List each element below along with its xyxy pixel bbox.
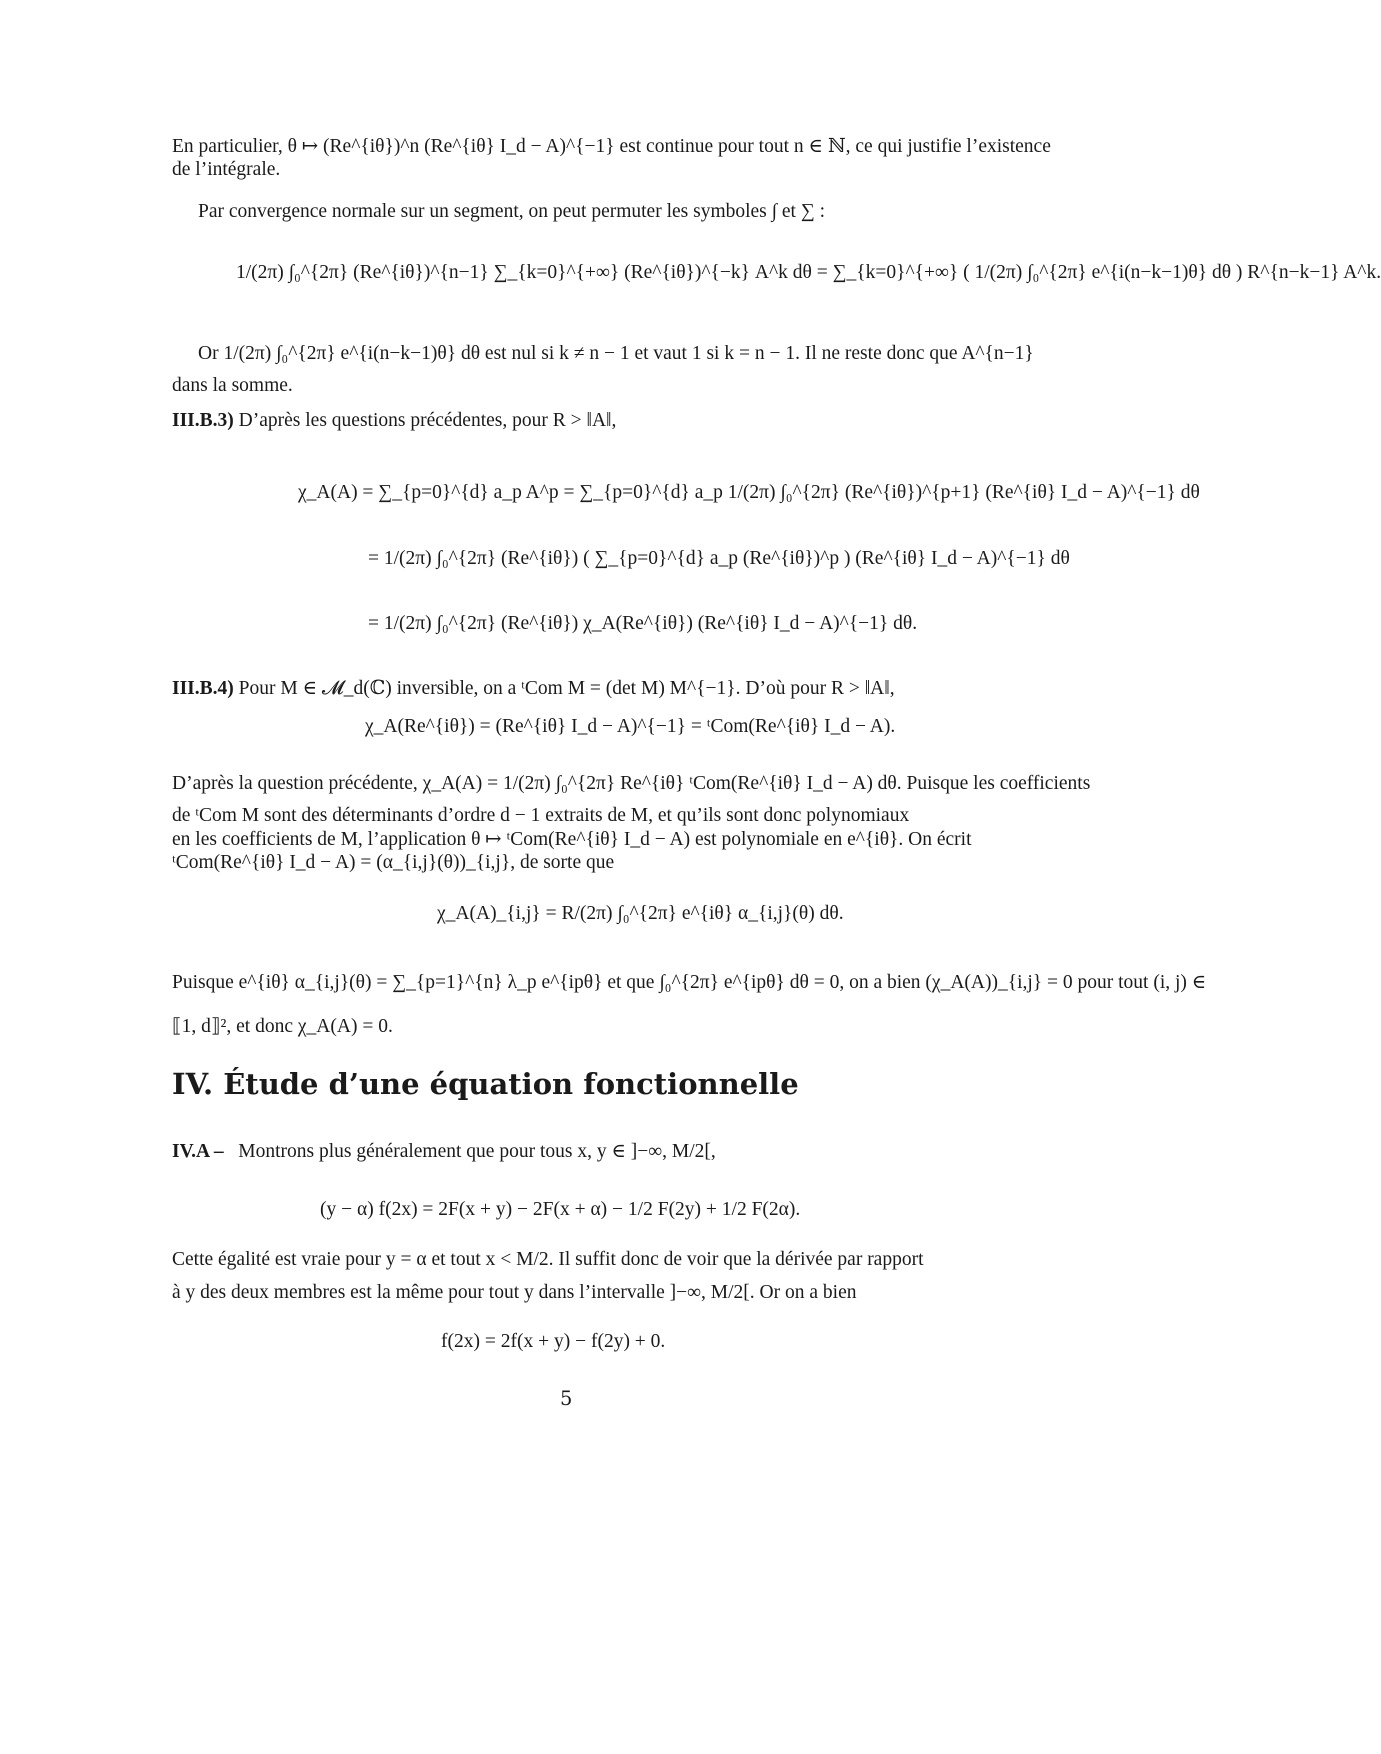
display-equation: χ_A(Re^{iθ}) = (Re^{iθ} I_d − A)^{−1} = ᵗCom(Re^{iθ} I_d − A). bbox=[365, 716, 896, 737]
display-equation: χ_A(A) = ∑_{p=0}^{d} a_p A^p = ∑_{p=0}^{d} a_p 1/(2π) ∫₀^{2π} (Re^{iθ})^{p+1} (Re^{iθ} I_d − A)^{−1} dθ bbox=[298, 482, 1200, 503]
question-IV-A bbox=[172, 1139, 716, 1165]
display-equation: = 1/(2π) ∫₀^{2π} (Re^{iθ}) ( ∑_{p=0}^{d} a_p (Re^{iθ})^p ) (Re^{iθ} I_d − A)^{−1} dθ bbox=[368, 548, 1070, 569]
paragraph-line: Cette égalité est vraie pour y = α et tout x < M/2. Il suffit donc de voir que la dérivée par rapport bbox=[172, 1249, 924, 1270]
paragraph-line: Puisque e^{iθ} α_{i,j}(θ) = ∑_{p=1}^{n} λ_p e^{ipθ} et que ∫₀^{2π} e^{ipθ} dθ = 0, on a bien (χ_A(A))_{i,j} = 0 pour tout (i, j) ∈ bbox=[172, 972, 1207, 993]
paragraph-line: à y des deux membres est la même pour tout y dans l’intervalle ]−∞, M/2[. Or on a bien bbox=[172, 1282, 857, 1303]
paragraph-line: de l’intégrale. bbox=[172, 159, 281, 180]
question-label: III.B.3) bbox=[172, 410, 234, 431]
paragraph-line: Par convergence normale sur un segment, on peut permuter les symboles ∫ et ∑ : bbox=[198, 201, 826, 222]
page-number: 5 bbox=[560, 1387, 573, 1410]
paragraph-line: ⟦1, d⟧², et donc χ_A(A) = 0. bbox=[172, 1016, 393, 1037]
question-label: III.B.4) bbox=[172, 678, 234, 699]
display-equation: χ_A(A)_{i,j} = R/(2π) ∫₀^{2π} e^{iθ} α_{i,j}(θ) dθ. bbox=[437, 903, 844, 924]
paragraph-line: ᵗCom(Re^{iθ} I_d − A) = (α_{i,j}(θ))_{i,j}, de sorte que bbox=[172, 852, 615, 873]
paragraph-line: en les coefficients de M, l’application θ ↦ ᵗCom(Re^{iθ} I_d − A) est polynomiale en e^{iθ}. On écrit bbox=[172, 829, 972, 850]
question-intro: D’après les questions précédentes, pour R > ‖A‖, bbox=[238, 410, 617, 431]
question-III-B-3 bbox=[172, 408, 616, 434]
question-label: IV.A – bbox=[172, 1141, 224, 1162]
paragraph-line: En particulier, θ ↦ (Re^{iθ})^n (Re^{iθ} I_d − A)^{−1} est continue pour tout n ∈ ℕ, ce qui justifie l’existence bbox=[172, 136, 1051, 157]
paragraph-line: Or 1/(2π) ∫₀^{2π} e^{i(n−k−1)θ} dθ est nul si k ≠ n − 1 et vaut 1 si k = n − 1. Il ne reste donc que A^{n−1} bbox=[198, 343, 1034, 364]
question-III-B-4 bbox=[172, 676, 895, 702]
section-heading: IV. Étude d’une équation fonctionnelle bbox=[172, 1067, 799, 1101]
display-equation: = 1/(2π) ∫₀^{2π} (Re^{iθ}) χ_A(Re^{iθ}) (Re^{iθ} I_d − A)^{−1} dθ. bbox=[368, 613, 918, 634]
display-equation: 1/(2π) ∫₀^{2π} (Re^{iθ})^{n−1} ∑_{k=0}^{+∞} (Re^{iθ})^{−k} A^k dθ = ∑_{k=0}^{+∞} ( 1/(2π) ∫₀^{2π} e^{i(n−k−1)θ} dθ ) R^{n−k−1} A^k. bbox=[236, 262, 1381, 283]
question-intro: Montrons plus généralement que pour tous x, y ∈ ]−∞, M/2[, bbox=[238, 1141, 716, 1162]
question-intro: Pour M ∈ 𝓜_d(ℂ) inversible, on a ᵗCom M = (det M) M^{−1}. D’où pour R > ‖A‖, bbox=[238, 678, 895, 699]
paragraph-line: de ᵗCom M sont des déterminants d’ordre d − 1 extraits de M, et qu’ils sont donc polynomiaux bbox=[172, 805, 910, 826]
display-equation: f(2x) = 2f(x + y) − f(2y) + 0. bbox=[441, 1331, 666, 1352]
paragraph-line: dans la somme. bbox=[172, 375, 293, 396]
paragraph-line: D’après la question précédente, χ_A(A) = 1/(2π) ∫₀^{2π} Re^{iθ} ᵗCom(Re^{iθ} I_d − A) dθ. Puisque les coefficients bbox=[172, 773, 1091, 794]
display-equation: (y − α) f(2x) = 2F(x + y) − 2F(x + α) − 1/2 F(2y) + 1/2 F(2α). bbox=[320, 1199, 801, 1220]
